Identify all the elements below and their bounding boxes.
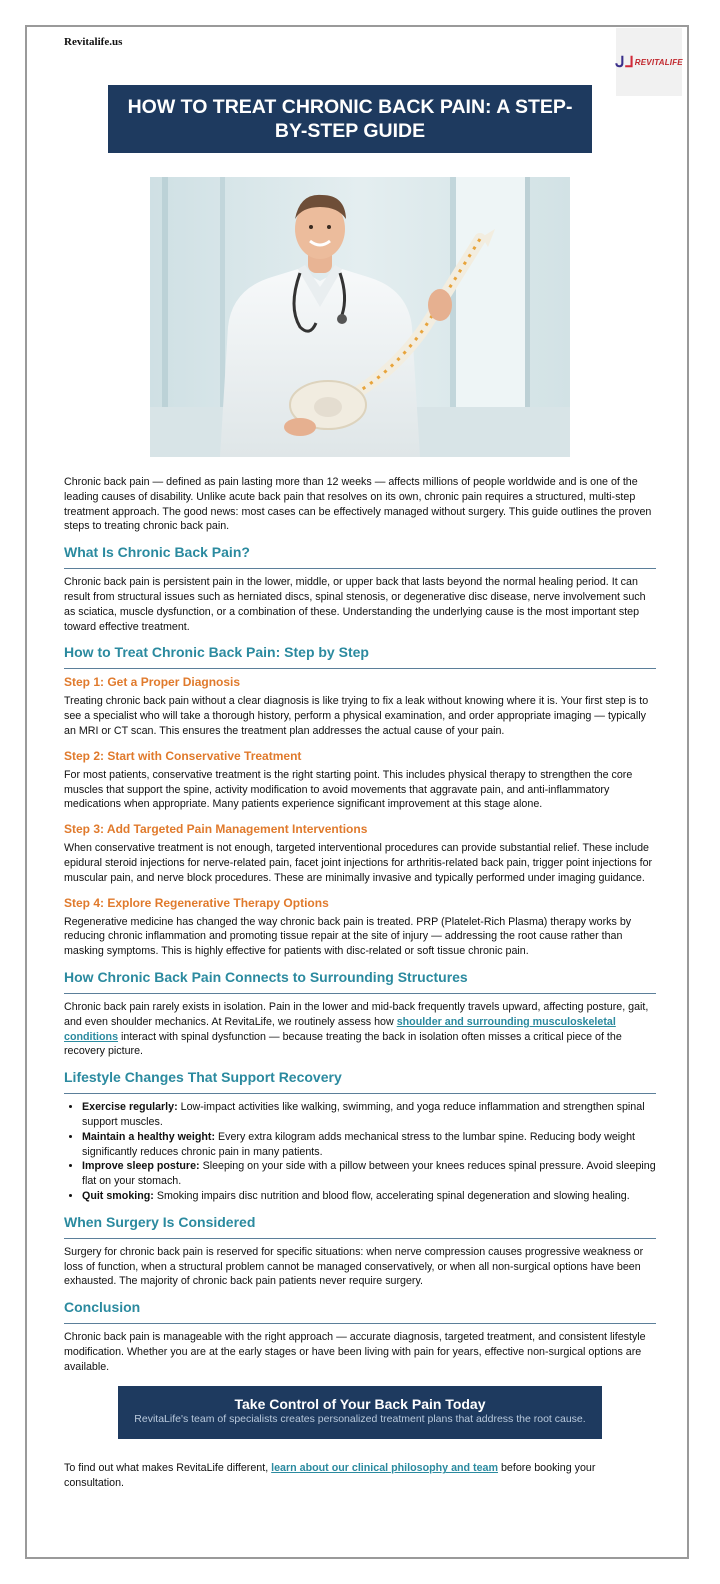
surgery-paragraph: Surgery for chronic back pain is reserved for specific situations: when nerve compression causes progressive weakness or loss of function, when a structural problem cannot be managed conservatively, or when all non-surgical options have been exhausted. The majority of chronic back pain patients never require surgery. bbox=[64, 1245, 644, 1288]
lifestyle-list bbox=[64, 1100, 656, 1204]
footer-text-after: before booking your consultation. bbox=[64, 1462, 596, 1490]
brand-logo[interactable] bbox=[616, 28, 682, 96]
list-item bbox=[82, 1100, 656, 1130]
list-item bbox=[82, 1130, 656, 1160]
clinical-philosophy-link[interactable]: learn about our clinical philosophy and team bbox=[271, 1462, 498, 1475]
intro-paragraph: Chronic back pain — defined as pain lasting more than 12 weeks — affects millions of people worldwide and is one of the leading causes of disability. Unlike acute back pain that resolves on its own, chronic pain requires a structured, multi-step treatment approach. The good news: most cases can be effectively managed without surgery. This guide outlines the proven steps to treating chronic back pain. bbox=[64, 476, 652, 533]
article-body bbox=[64, 475, 656, 1501]
list-item-label: Improve sleep posture: bbox=[82, 1160, 200, 1173]
footer-paragraph bbox=[64, 1461, 656, 1491]
list-item-label: Maintain a healthy weight: bbox=[82, 1130, 216, 1143]
section-heading-how: How to Treat Chronic Back Pain: Step by Step bbox=[64, 644, 656, 669]
step-4-body: Regenerative medicine has changed the way chronic back pain is treated. PRP (Platelet-Rich Plasma) therapy works by reducing chronic inflammation and promoting tissue repair at the site of injury — addressing the root cause rather than masking symptoms. This is highly effective for patients with disc-related or soft tissue chronic pain. bbox=[64, 915, 632, 958]
cta-banner bbox=[118, 1386, 602, 1439]
connects-text-after: interact with spinal dysfunction — because treating the back in isolation often misses a critical piece of the recovery picture. bbox=[64, 1030, 622, 1058]
list-item-label: Quit smoking: bbox=[82, 1189, 154, 1202]
list-item-text: Smoking impairs disc nutrition and blood flow, accelerating spinal degeneration and slowing healing. bbox=[153, 1189, 630, 1202]
logo-wordmark: REVITALIFE bbox=[634, 57, 683, 67]
step-3-title: Step 3: Add Targeted Pain Management Interventions bbox=[64, 822, 368, 837]
cta-heading: Take Control of Your Back Pain Today bbox=[234, 1396, 486, 1413]
step-4-title: Step 4: Explore Regenerative Therapy Options bbox=[64, 895, 329, 910]
section-heading-lifestyle: Lifestyle Changes That Support Recovery bbox=[64, 1069, 656, 1094]
title-banner bbox=[108, 85, 592, 153]
step-3-body: When conservative treatment is not enough, targeted interventional procedures can provide substantial relief. These include epidural steroid injections for nerve-related pain, facet joint injections for arthritis-related back pain, trigger point injections for muscular pain, and nerve block procedures. These are minimally invasive and typically performed under imaging guidance. bbox=[64, 842, 653, 884]
step-2-body: For most patients, conservative treatment is the right starting point. This includes physical therapy to strengthen the core muscles that support the spine, activity modification to avoid movements that aggravate pain, and anti-inflammatory medications when appropriate. Many patients experience significant improvement at this stage alone. bbox=[64, 768, 633, 811]
connects-text-before: Chronic back pain rarely exists in isolation. Pain in the lower and mid-back frequently travels upward, affecting posture, gait, and even shoulder mechanics. At RevitaLife, we routinely assess how bbox=[64, 1000, 649, 1028]
section-heading-surgery: When Surgery Is Considered bbox=[64, 1214, 656, 1239]
step-1-title: Step 1: Get a Proper Diagnosis bbox=[64, 675, 241, 690]
list-item-label: Exercise regularly: bbox=[82, 1101, 178, 1114]
logo-figure-icon: ᒍᒧ bbox=[615, 53, 634, 71]
list-item-text: Low-impact activities like walking, swimming, and yoga reduce inflammation and strengthen spinal support muscles. bbox=[82, 1101, 645, 1128]
site-name: Revitalife.us bbox=[64, 36, 123, 48]
hero-image-doctor-with-spine-model bbox=[150, 177, 570, 457]
shoulder-conditions-link[interactable]: shoulder and surrounding musculoskeletal conditions bbox=[64, 1015, 616, 1043]
section-heading-connects: How Chronic Back Pain Connects to Surrounding Structures bbox=[64, 969, 656, 994]
footer-text-before: To find out what makes RevitaLife different, bbox=[64, 1462, 272, 1475]
list-item-text: Every extra kilogram adds mechanical stress to the lumbar spine. Reducing body weight significantly reduces chronic pain in many patients. bbox=[82, 1130, 636, 1158]
conclusion-paragraph: Chronic back pain is manageable with the right approach — accurate diagnosis, targeted treatment, and consistent lifestyle modification. Whether you are at the early stages or have been living with pain for years, effective non-surgical options are available. bbox=[64, 1331, 646, 1373]
what-paragraph: Chronic back pain is persistent pain in the lower, middle, or upper back that lasts beyond the normal healing period. It can result from structural issues such as herniated discs, spinal stenosis, or degenerative disc disease, nerve involvement such as sciatica, muscle dysfunction, or a combination of these. Understanding the underlying cause is the most important step toward effective treatment. bbox=[64, 576, 646, 633]
list-item-text: Sleeping on your side with a pillow between your knees reduces spinal pressure. Avoid sleeping flat on your stomach. bbox=[82, 1160, 656, 1188]
list-item bbox=[82, 1189, 656, 1204]
connects-paragraph bbox=[64, 1000, 656, 1059]
page-title: HOW TO TREAT CHRONIC BACK PAIN: A STEP-BY-STEP GUIDE bbox=[127, 96, 573, 142]
cta-subtext: RevitaLife's team of specialists creates personalized treatment plans that address the root cause. bbox=[134, 1413, 586, 1426]
list-item bbox=[82, 1159, 656, 1189]
section-heading-what: What Is Chronic Back Pain? bbox=[64, 544, 656, 569]
step-1-body: Treating chronic back pain without a clear diagnosis is like trying to fix a leak without knowing where it is. Your first step is to see a specialist who will take a thorough history, perform a physical examination, and order appropriate imaging — typically an MRI or CT scan. This ensures the treatment plan addresses the actual cause of your pain. bbox=[64, 695, 649, 737]
section-heading-conclusion: Conclusion bbox=[64, 1299, 656, 1324]
step-2-title: Step 2: Start with Conservative Treatment bbox=[64, 748, 302, 763]
